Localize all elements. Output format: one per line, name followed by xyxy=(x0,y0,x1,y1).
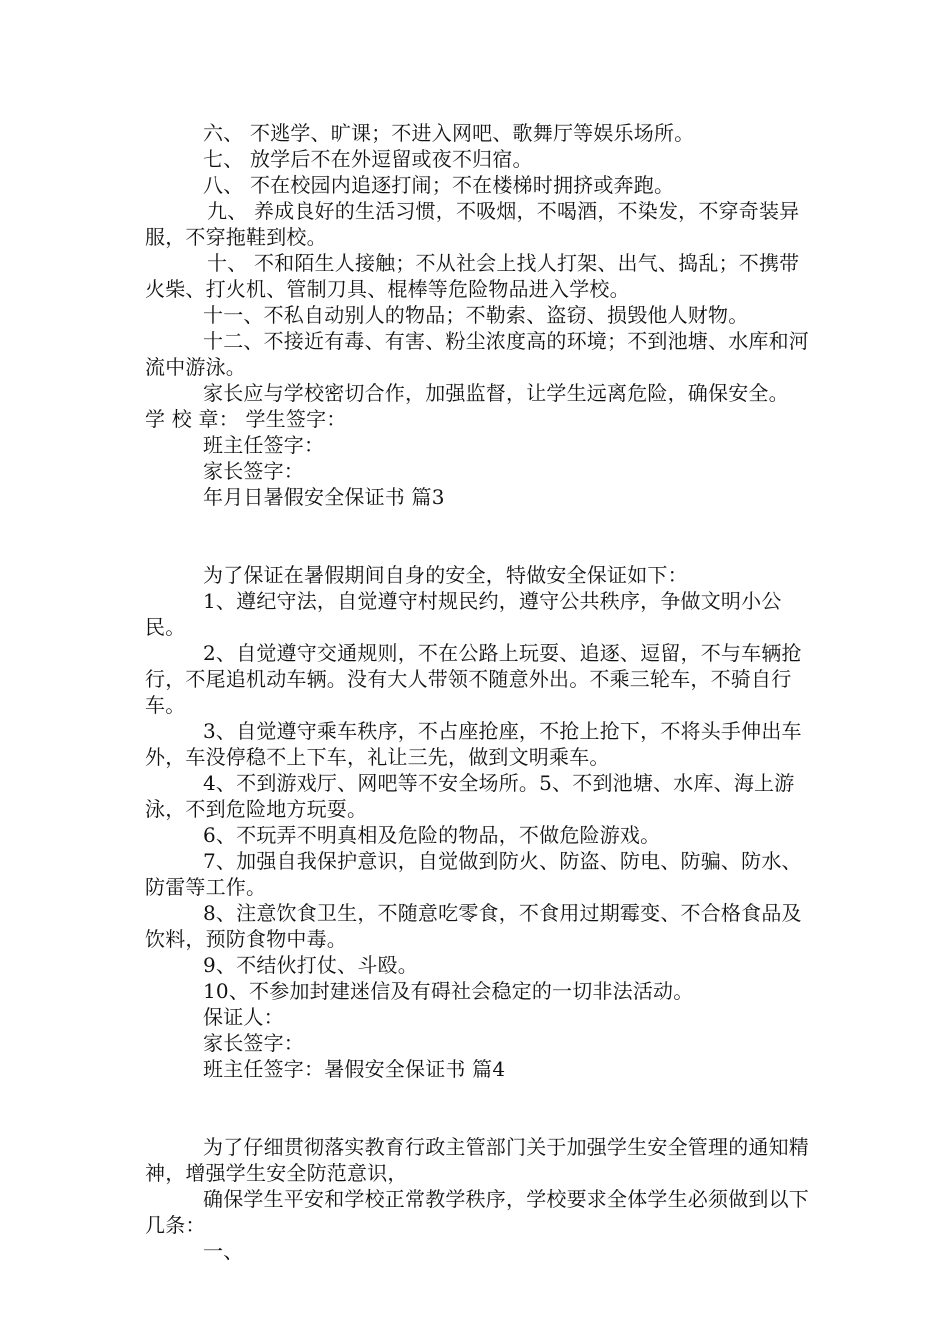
paragraph: 十、 不和陌生人接触；不从社会上找人打架、出气、捣乱；不携带火柴、打火机、管制刀具、棍棒等危险物品进入学校。 xyxy=(145,251,800,301)
section-heading: 年月日暑假安全保证书 篇3 xyxy=(203,485,445,509)
paragraph: 八、 不在校园内追逐打闹；不在楼梯时拥挤或奔跑。 xyxy=(203,173,675,197)
signature-line: 家长签字： xyxy=(203,1031,304,1055)
paragraph: 4、不到游戏厅、网吧等不安全场所。5、不到池塘、水库、海上游泳，不到危险地方玩耍。 xyxy=(145,771,795,821)
paragraph: 十一、不私自动别人的物品；不勒索、盗窃、损毁他人财物。 xyxy=(203,303,749,327)
paragraph: 十二、不接近有毒、有害、粉尘浓度高的环境；不到池塘、水库和河流中游泳。 xyxy=(145,329,809,379)
paragraph: 确保学生平安和学校正常教学秩序，学校要求全体学生必须做到以下几条： xyxy=(145,1187,809,1237)
paragraph: 8、注意饮食卫生，不随意吃零食，不食用过期霉变、不合格食品及饮料，预防食物中毒。 xyxy=(145,901,802,951)
section-heading: 班主任签字：暑假安全保证书 篇4 xyxy=(203,1057,506,1081)
section-gap xyxy=(145,1082,815,1134)
paragraph: 6、不玩弄不明真相及危险的物品，不做危险游戏。 xyxy=(203,823,661,847)
paragraph: 2、自觉遵守交通规则，不在公路上玩耍、追逐、逗留，不与车辆抢行，不尾追机动车辆。没有大人带领不随意外出。不乘三轮车，不骑自行车。 xyxy=(145,641,802,717)
paragraph: 7、加强自我保护意识，自觉做到防火、防盗、防电、防骗、防水、防雷等工作。 xyxy=(145,849,802,899)
paragraph: 1、遵纪守法，自觉遵守村规民约，遵守公共秩序，争做文明小公民。 xyxy=(145,589,782,639)
paragraph: 10、不参加封建迷信及有碍社会稳定的一切非法活动。 xyxy=(203,979,694,1003)
section-gap xyxy=(145,510,815,562)
paragraph: 3、自觉遵守乘车秩序，不占座抢座，不抢上抢下，不将头手伸出车外，车没停稳不上下车，礼让三先，做到文明乘车。 xyxy=(145,719,802,769)
paragraph: 为了仔细贯彻落实教育行政主管部门关于加强学生安全管理的通知精神，增强学生安全防范意识， xyxy=(145,1135,809,1185)
paragraph: 一、 xyxy=(203,1239,244,1263)
paragraph: 为了保证在暑假期间自身的安全，特做安全保证如下： xyxy=(203,563,688,587)
paragraph: 9、不结伙打仗、斗殴。 xyxy=(203,953,418,977)
signature-line: 家长签字： xyxy=(203,459,304,483)
paragraph: 家长应与学校密切合作，加强监督，让学生远离危险，确保安全。 学 校 章： 学生签字： xyxy=(145,381,789,431)
paragraph: 七、 放学后不在外逗留或夜不归宿。 xyxy=(203,147,533,171)
signature-line: 班主任签字： xyxy=(203,433,325,457)
paragraph: 六、 不逃学、旷课；不进入网吧、歌舞厅等娱乐场所。 xyxy=(203,121,695,145)
document-page xyxy=(145,120,815,1264)
paragraph: 九、 养成良好的生活习惯，不吸烟，不喝酒，不染发，不穿奇装异服，不穿拖鞋到校。 xyxy=(145,199,800,249)
signature-line: 保证人： xyxy=(203,1005,284,1029)
